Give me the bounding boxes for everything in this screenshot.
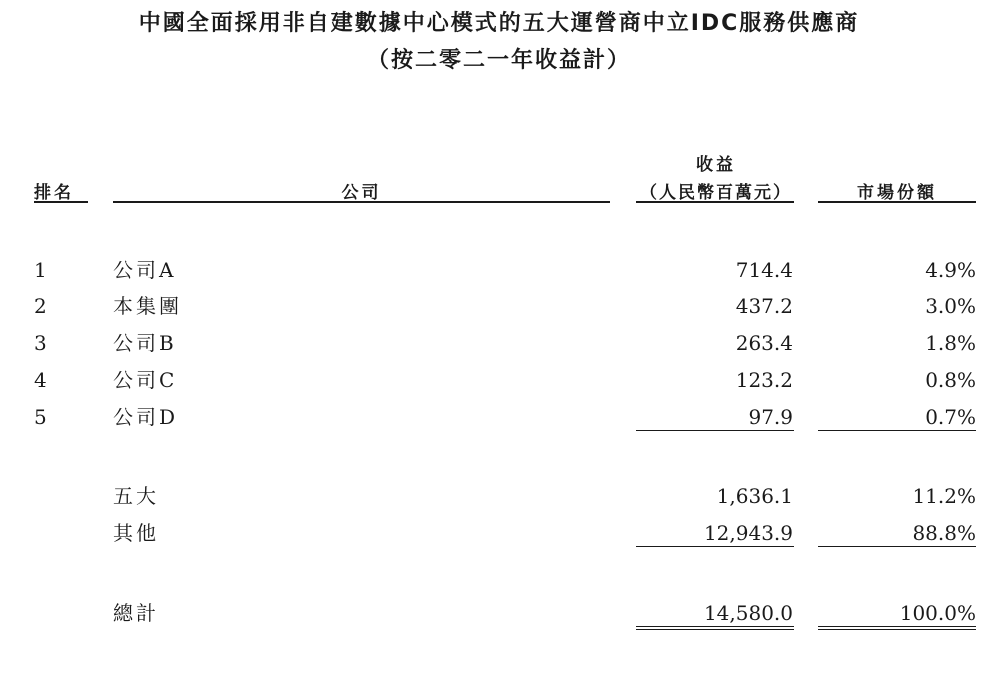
header-share-underline: [818, 201, 976, 203]
row-share: 0.8%: [925, 368, 976, 392]
subtotal-label: 五大: [113, 484, 159, 508]
row-revenue: 437.2: [735, 294, 793, 318]
subtotal-share-underline: [818, 546, 976, 547]
row-rank: 4: [34, 368, 47, 392]
rows-revenue-underline: [636, 430, 794, 431]
row-revenue: 123.2: [735, 368, 793, 392]
row-revenue: 97.9: [748, 405, 793, 429]
header-revenue-underline: [636, 201, 794, 203]
header-revenue-line2: （人民幣百萬元）: [640, 183, 792, 203]
header-company-underline: [113, 201, 610, 203]
row-rank: 1: [34, 258, 47, 282]
row-company: 公司D: [113, 405, 179, 429]
header-rank-underline: [34, 201, 88, 203]
row-share: 1.8%: [925, 331, 976, 355]
row-company: 本集團: [113, 294, 182, 318]
subtotal-share: 88.8%: [912, 521, 976, 545]
row-rank: 3: [34, 331, 47, 355]
table-title: 中國全面採用非自建數據中心模式的五大運營商中立IDC服務供應商: [138, 11, 860, 36]
row-rank: 2: [34, 294, 47, 318]
row-share: 3.0%: [925, 294, 976, 318]
header-rank: 排名: [34, 183, 74, 203]
total-share-double-underline: [818, 626, 976, 630]
subtotal-revenue: 12,943.9: [703, 521, 793, 545]
header-revenue-line1: 收益: [696, 155, 736, 175]
row-company: 公司C: [113, 368, 178, 392]
total-share: 100.0%: [899, 601, 976, 625]
total-revenue-double-underline: [636, 626, 794, 630]
rows-share-underline: [818, 430, 976, 431]
row-share: 0.7%: [925, 405, 976, 429]
row-rank: 5: [34, 405, 47, 429]
subtotal-share: 11.2%: [912, 484, 976, 508]
total-label: 總計: [113, 601, 159, 625]
row-company: 公司B: [113, 331, 177, 355]
row-company: 公司A: [113, 258, 177, 282]
header-company: 公司: [341, 183, 382, 203]
table-subtitle: （按二零二一年收益計）: [366, 48, 631, 73]
row-share: 4.9%: [925, 258, 976, 282]
header-share: 市場份額: [857, 183, 937, 203]
subtotal-label: 其他: [113, 521, 159, 545]
subtotal-revenue: 1,636.1: [716, 484, 793, 508]
row-revenue: 714.4: [735, 258, 793, 282]
total-revenue: 14,580.0: [703, 601, 793, 625]
row-revenue: 263.4: [735, 331, 793, 355]
subtotal-revenue-underline: [636, 546, 794, 547]
